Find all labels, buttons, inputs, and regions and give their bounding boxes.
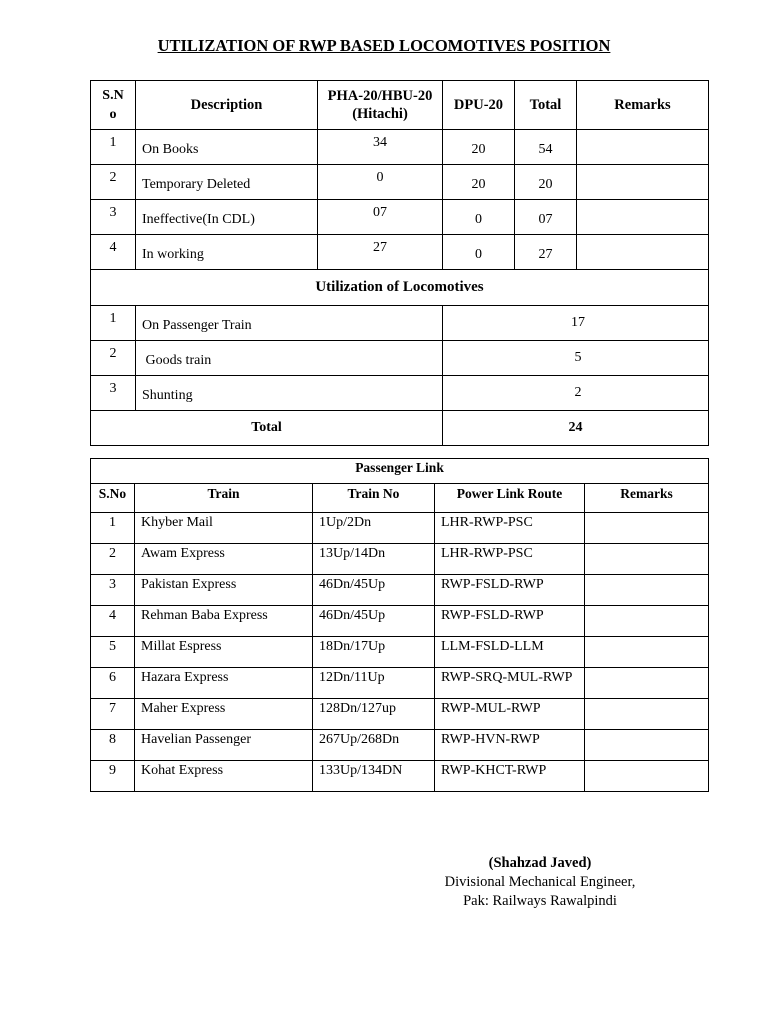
- link-train: Havelian Passenger: [135, 730, 313, 761]
- link-sno: 9: [91, 761, 135, 792]
- position-remarks: [577, 200, 709, 235]
- utilization-sno: 2: [91, 341, 136, 376]
- passenger-link-row: [91, 544, 709, 575]
- link-route: RWP-HVN-RWP: [435, 730, 585, 761]
- link-remarks: [585, 544, 709, 575]
- passenger-link-row: [91, 699, 709, 730]
- link-train: Hazara Express: [135, 668, 313, 699]
- link-train: Khyber Mail: [135, 513, 313, 544]
- link-remarks: [585, 699, 709, 730]
- header-link-route: Power Link Route: [435, 484, 585, 513]
- passenger-link-table: [90, 458, 709, 792]
- passenger-link-caption-row: [91, 459, 709, 484]
- link-remarks: [585, 730, 709, 761]
- signature-block: [410, 854, 670, 911]
- position-row: [91, 165, 709, 200]
- utilization-total-row: [91, 411, 709, 446]
- link-remarks: [585, 606, 709, 637]
- link-train: Millat Espress: [135, 637, 313, 668]
- header-link-remarks: Remarks: [585, 484, 709, 513]
- position-dpu: 0: [443, 200, 515, 235]
- passenger-link-caption: Passenger Link: [91, 459, 709, 484]
- position-sno: 2: [91, 165, 136, 200]
- link-route: RWP-FSLD-RWP: [435, 606, 585, 637]
- link-sno: 3: [91, 575, 135, 606]
- position-pha: 27: [318, 235, 443, 270]
- link-train-no: 18Dn/17Up: [313, 637, 435, 668]
- utilization-value: 5: [443, 341, 709, 376]
- link-train-no: 12Dn/11Up: [313, 668, 435, 699]
- link-route: LLM-FSLD-LLM: [435, 637, 585, 668]
- utilization-sno: 3: [91, 376, 136, 411]
- header-description: Description: [136, 81, 318, 130]
- utilization-total-label: Total: [91, 411, 443, 446]
- link-route: RWP-MUL-RWP: [435, 699, 585, 730]
- position-row: [91, 235, 709, 270]
- position-total: 27: [515, 235, 577, 270]
- header-link-train-no: Train No: [313, 484, 435, 513]
- link-train-no: 267Up/268Dn: [313, 730, 435, 761]
- link-sno: 2: [91, 544, 135, 575]
- utilization-label: Shunting: [136, 376, 443, 411]
- link-remarks: [585, 637, 709, 668]
- passenger-link-row: [91, 637, 709, 668]
- header-pha: PHA-20/HBU-20 (Hitachi): [318, 81, 443, 130]
- link-route: LHR-RWP-PSC: [435, 513, 585, 544]
- position-row: [91, 130, 709, 165]
- position-pha: 34: [318, 130, 443, 165]
- header-dpu: DPU-20: [443, 81, 515, 130]
- link-train-no: 133Up/134DN: [313, 761, 435, 792]
- link-sno: 1: [91, 513, 135, 544]
- header-remarks: Remarks: [577, 81, 709, 130]
- header-link-train: Train: [135, 484, 313, 513]
- passenger-link-row: [91, 513, 709, 544]
- link-route: RWP-FSLD-RWP: [435, 575, 585, 606]
- utilization-value: 17: [443, 306, 709, 341]
- link-train-no: 1Up/2Dn: [313, 513, 435, 544]
- utilization-heading-row: [91, 270, 709, 306]
- header-total: Total: [515, 81, 577, 130]
- position-dpu: 20: [443, 165, 515, 200]
- link-sno: 8: [91, 730, 135, 761]
- passenger-link-header-row: [91, 484, 709, 513]
- header-link-sno: S.No: [91, 484, 135, 513]
- link-train: Maher Express: [135, 699, 313, 730]
- utilization-total-value: 24: [443, 411, 709, 446]
- passenger-link-row: [91, 761, 709, 792]
- link-train-no: 46Dn/45Up: [313, 575, 435, 606]
- link-train-no: 128Dn/127up: [313, 699, 435, 730]
- link-remarks: [585, 761, 709, 792]
- link-sno: 5: [91, 637, 135, 668]
- utilization-label: On Passenger Train: [136, 306, 443, 341]
- position-description: Temporary Deleted: [136, 165, 318, 200]
- passenger-link-row: [91, 668, 709, 699]
- link-route: RWP-SRQ-MUL-RWP: [435, 668, 585, 699]
- link-train: Awam Express: [135, 544, 313, 575]
- position-pha: 07: [318, 200, 443, 235]
- utilization-row: [91, 341, 709, 376]
- utilization-label: Goods train: [136, 341, 443, 376]
- utilization-row: [91, 376, 709, 411]
- link-remarks: [585, 575, 709, 606]
- position-total: 07: [515, 200, 577, 235]
- utilization-sno: 1: [91, 306, 136, 341]
- link-remarks: [585, 668, 709, 699]
- page-title-text: UTILIZATION OF RWP BASED LOCOMOTIVES POSITION: [157, 36, 611, 55]
- position-remarks: [577, 130, 709, 165]
- position-header-row: [91, 81, 709, 130]
- position-dpu: 20: [443, 130, 515, 165]
- position-sno: 1: [91, 130, 136, 165]
- page-title: [0, 36, 768, 56]
- link-remarks: [585, 513, 709, 544]
- position-dpu: 0: [443, 235, 515, 270]
- signatory-name: (Shahzad Javed): [488, 855, 592, 871]
- signatory-designation: Divisional Mechanical Engineer,: [444, 874, 636, 890]
- link-route: LHR-RWP-PSC: [435, 544, 585, 575]
- passenger-link-row: [91, 575, 709, 606]
- position-description: Ineffective(In CDL): [136, 200, 318, 235]
- header-sno: S.N o: [91, 81, 136, 130]
- link-train-no: 13Up/14Dn: [313, 544, 435, 575]
- link-sno: 7: [91, 699, 135, 730]
- position-sno: 3: [91, 200, 136, 235]
- link-train: Rehman Baba Express: [135, 606, 313, 637]
- position-description: In working: [136, 235, 318, 270]
- position-row: [91, 200, 709, 235]
- utilization-value: 2: [443, 376, 709, 411]
- signatory-organization: Pak: Railways Rawalpindi: [463, 893, 617, 909]
- link-train-no: 46Dn/45Up: [313, 606, 435, 637]
- link-sno: 4: [91, 606, 135, 637]
- utilization-heading: Utilization of Locomotives: [91, 270, 709, 306]
- link-sno: 6: [91, 668, 135, 699]
- position-total: 54: [515, 130, 577, 165]
- link-train: Pakistan Express: [135, 575, 313, 606]
- passenger-link-row: [91, 730, 709, 761]
- position-total: 20: [515, 165, 577, 200]
- passenger-link-row: [91, 606, 709, 637]
- position-pha: 0: [318, 165, 443, 200]
- position-remarks: [577, 235, 709, 270]
- link-train: Kohat Express: [135, 761, 313, 792]
- utilization-row: [91, 306, 709, 341]
- position-description: On Books: [136, 130, 318, 165]
- position-sno: 4: [91, 235, 136, 270]
- locomotive-position-table: [90, 80, 709, 446]
- link-route: RWP-KHCT-RWP: [435, 761, 585, 792]
- position-remarks: [577, 165, 709, 200]
